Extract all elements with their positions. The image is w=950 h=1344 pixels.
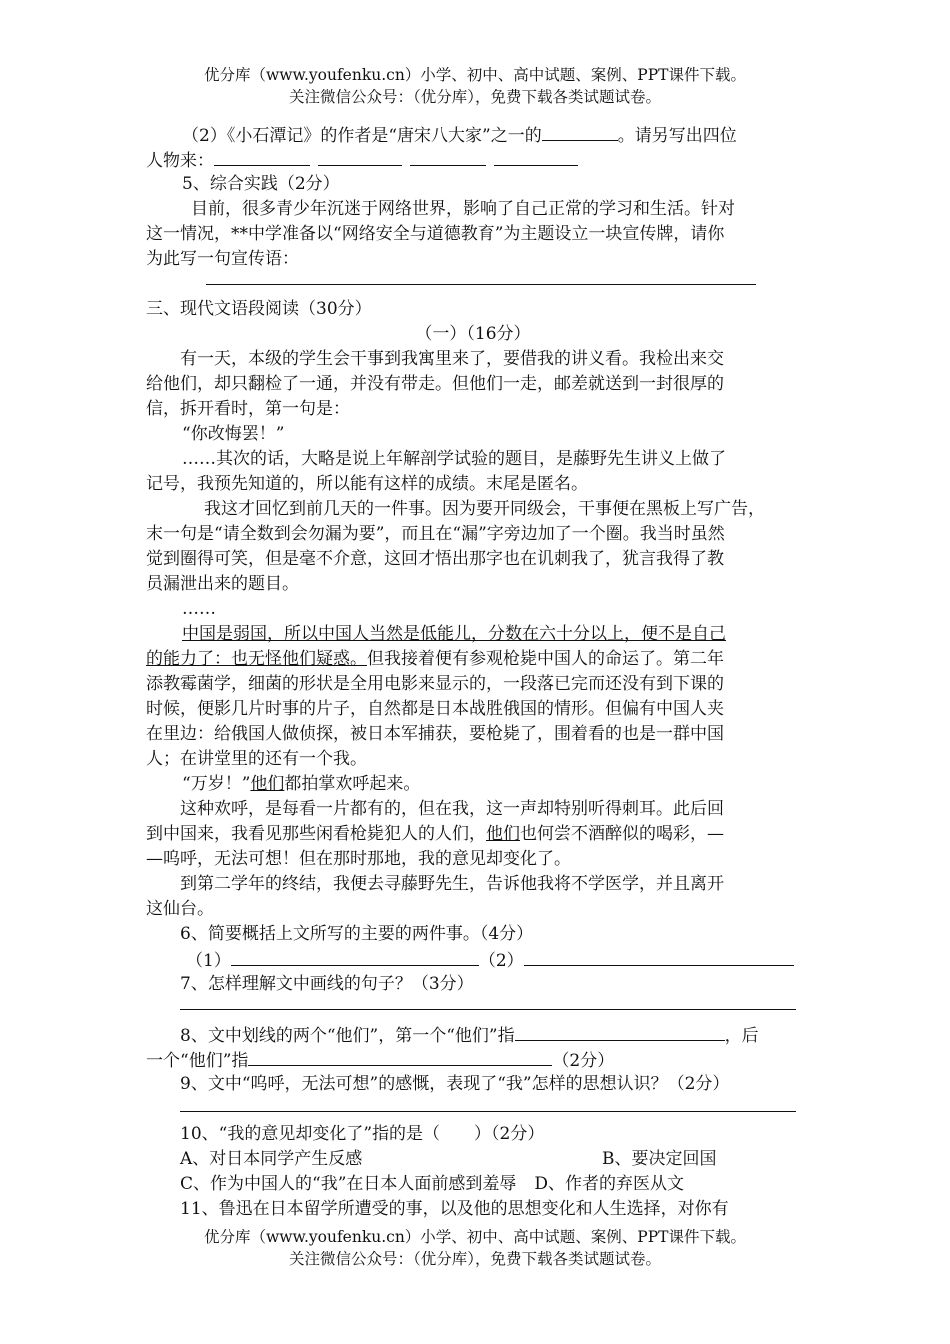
answer-blank[interactable]: [318, 147, 402, 166]
answer-blank[interactable]: [494, 147, 578, 166]
q4-2-line-1: （2）《小石潭记》的作者是“唐宋八大家”之一的 。请另写出四位: [146, 122, 810, 147]
section-3-title: 三、现代文语段阅读（30分）: [146, 299, 372, 319]
q5-paragraph-line: 这一情况，**中学准备以“网络安全与道德教育”为主题设立一块宣传牌，请你: [146, 224, 725, 244]
footer-line-1: 优分库（www.youfenku.cn）小学、初中、高中试题、案例、PPT课件下载。: [203, 1228, 747, 1246]
underlined-pronoun: 他们: [250, 774, 285, 794]
header-line-2: 关注微信公众号：（优分库），免费下载各类试题试卷。: [288, 88, 661, 106]
question-8-line-1: 8、文中划线的两个“他们”，第一个“他们”指 ，后: [146, 1022, 810, 1047]
answer-blank[interactable]: [214, 147, 310, 166]
section-3-subtitle: （一）（16分）: [415, 324, 531, 344]
passage-line: 信，拆开看时，第一句是：: [146, 399, 350, 419]
passage-line: 的能力了：也无怪他们疑惑。但我接着便有参观枪毙中国人的命运了。第二年: [146, 649, 724, 669]
passage-line: 有一天，本级的学生会干事到我寓里来了，要借我的讲义看。我检出来交: [180, 349, 724, 369]
question-7: 7、怎样理解文中画线的句子？（3分）: [180, 974, 474, 994]
q4-2-line-2: 人物来：: [146, 147, 810, 172]
passage-line: 觉到圈得可笑，但是毫不介意，这回才悟出那字也在讥刺我了，犹言我得了教: [146, 549, 724, 569]
passage-line: 记号，我预先知道的，所以能有这样的成绩。末尾是匿名。: [146, 474, 588, 494]
passage-line: 时候，便影几片时事的片子，自然都是日本战胜俄国的情形。但偏有中国人夹: [146, 699, 724, 719]
page-footer: [0, 1226, 950, 1270]
passage-line: 添教霉菌学，细菌的形状是全用电影来显示的，一段落已完而还没有到下课的: [146, 674, 724, 694]
question-9-answer-line[interactable]: [146, 1097, 810, 1122]
answer-blank[interactable]: [515, 1022, 725, 1041]
question-6-answers: （1） （2）: [146, 947, 810, 972]
answer-blank[interactable]: [248, 1047, 552, 1066]
passage-line: 这仙台。: [146, 899, 214, 919]
q5-answer-line[interactable]: [146, 272, 810, 297]
question-10: 10、“我的意见却变化了”指的是（ ）（2分）: [180, 1124, 545, 1144]
question-10-options-row-1: [146, 1147, 810, 1172]
answer-blank[interactable]: [410, 147, 486, 166]
header-line-1: 优分库（www.youfenku.cn）小学、初中、高中试题、案例、PPT课件下载。: [203, 66, 747, 84]
option-c[interactable]: C、作为中国人的“我”在日本人面前感到羞辱: [180, 1174, 517, 1194]
footer-line-2: 关注微信公众号：（优分库），免费下载各类试题试卷。: [288, 1250, 661, 1268]
question-9: 9、文中“呜呼，无法可想”的感慨，表现了“我”怎样的思想认识？（2分）: [180, 1074, 730, 1094]
underlined-pronoun: 他们: [486, 824, 520, 844]
option-b[interactable]: B、要决定回国: [602, 1149, 717, 1169]
q5-paragraph-line: 为此写一句宣传语：: [146, 249, 299, 269]
passage-line: 给他们，却只翻检了一通，并没有带走。但他们一走，邮差就送到一封很厚的: [146, 374, 724, 394]
exam-content: [146, 122, 810, 1222]
q5-paragraph-line: 目前，很多青少年沉迷于网络世界，影响了自己正常的学习和生活。针对: [191, 199, 735, 219]
passage-line: 人；在讲堂里的还有一个我。: [146, 749, 367, 769]
question-6: 6、简要概括上文所写的主要的两件事。（4分）: [180, 924, 534, 944]
passage-ellipsis: ……: [182, 599, 216, 619]
answer-blank[interactable]: [524, 947, 794, 966]
option-a[interactable]: A、对日本同学产生反感: [180, 1149, 363, 1169]
page-header: [0, 64, 950, 108]
underlined-sentence: 的能力了：也无怪他们疑惑。: [146, 649, 367, 669]
question-11: 11、鲁迅在日本留学所遭受的事，以及他的思想变化和人生选择，对你有: [180, 1199, 729, 1219]
passage-line: 末一句是“请全数到会勿漏为要”，而且在“漏”字旁边加了一个圈。我当时虽然: [146, 524, 725, 544]
question-7-answer-line[interactable]: [146, 997, 810, 1022]
passage-line: 在里边：给俄国人做侦探，被日本军捕获，要枪毙了，围着看的也是一群中国: [146, 724, 724, 744]
passage-line: 员漏泄出来的题目。: [146, 574, 299, 594]
passage-line: 这种欢呼，是每看一片都有的，但在我，这一声却特别听得刺耳。此后回: [180, 799, 724, 819]
answer-blank[interactable]: [542, 122, 618, 141]
question-8-line-2: 一个“他们”指 （2分）: [146, 1047, 810, 1072]
passage-line: 到中国来，我看见那些闲看枪毙犯人的人们，他们也何尝不酒醉似的喝彩，—: [146, 824, 724, 844]
passage-line: ……其次的话，大略是说上年解剖学试验的题目，是藤野先生讲义上做了: [182, 449, 726, 469]
passage-line: [146, 622, 810, 647]
question-10-options-row-2: [146, 1172, 810, 1197]
passage-line: —呜呼，无法可想！但在那时那地，我的意见却变化了。: [146, 849, 571, 869]
option-d[interactable]: D、作者的弃医从文: [534, 1174, 685, 1194]
answer-blank[interactable]: [231, 947, 479, 966]
passage-line: 到第二学年的终结，我便去寻藤野先生，告诉他我将不学医学，并且离开: [180, 874, 724, 894]
passage-line: “万岁！”他们都拍掌欢呼起来。: [182, 774, 421, 794]
q5-title: 5、综合实践（2分）: [182, 174, 340, 194]
passage-line: 我这才回忆到前几天的一件事。因为要开同级会，干事便在黑板上写广告，: [204, 499, 765, 519]
underlined-sentence: 中国是弱国，所以中国人当然是低能儿，分数在六十分以上，便不是自己: [182, 624, 726, 644]
passage-line: “你改悔罢！”: [182, 424, 285, 444]
